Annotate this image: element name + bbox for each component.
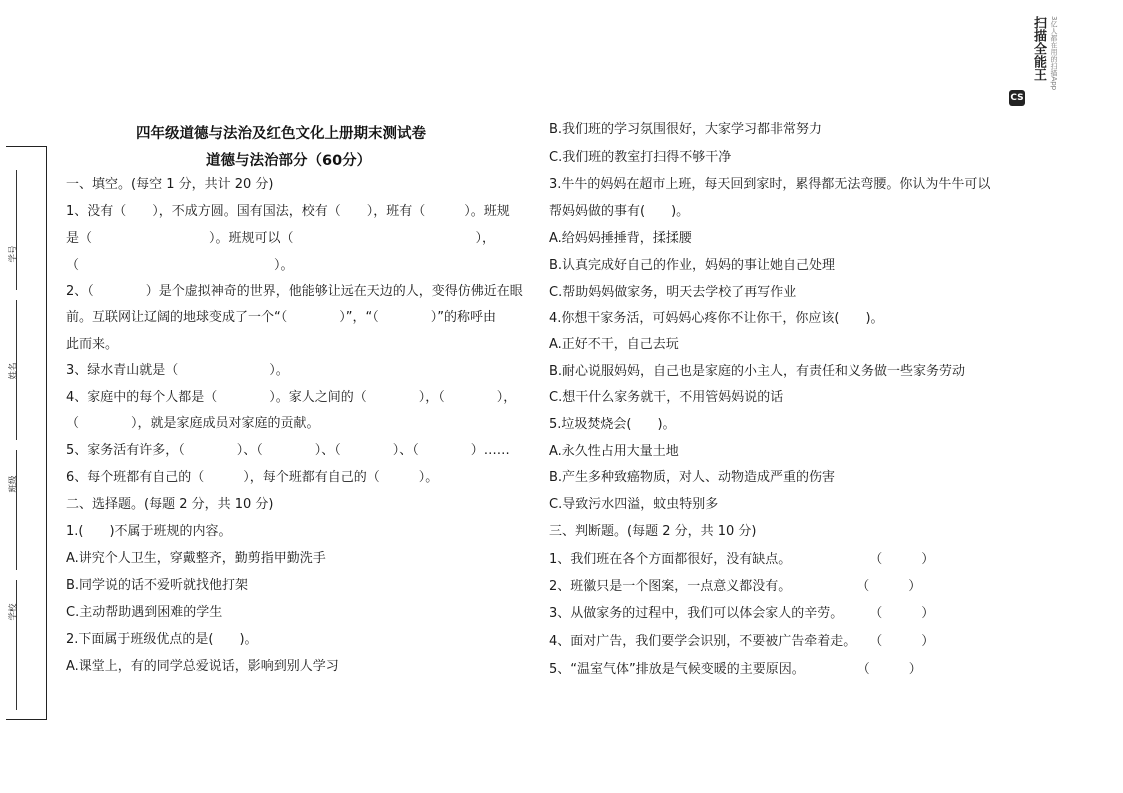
text-line: 2.下面属于班级优点的是( )。 [66,632,258,647]
text-line: 4、面对广告，我们要学会识别，不要被广告牵着走。 （ ） [549,634,935,649]
text-line: C.帮助妈妈做家务，明天去学校了再写作业 [549,285,797,300]
text-line: 6、每个班都有自己的（ ），每个班都有自己的（ ）。 [66,470,439,485]
text-line: 2、（ ）是个虚拟神奇的世界，他能够让远在天边的人，变得仿佛近在眼 [66,284,523,299]
text-line: 4、家庭中的每个人都是（ ）。家人之间的（ ），（ ）， [66,390,517,405]
text-line: C.导致污水四溢，蚊虫特别多 [549,497,719,512]
exam-title: 四年级道德与法治及红色文化上册期末测试卷 [136,126,426,142]
text-line: 此而来。 [66,337,119,352]
camscanner-logo-icon: CS [1009,90,1025,106]
text-line: 3.牛牛的妈妈在超市上班，每天回到家时，累得都无法弯腰。你认为牛牛可以 [549,177,991,192]
text-line: B.认真完成好自己的作业，妈妈的事让她自己处理 [549,258,836,273]
text-line: C.想干什么家务就干，不用管妈妈说的话 [549,390,784,405]
school-label: 学校 [8,603,19,621]
text-line: 3、从做家务的过程中，我们可以体会家人的辛劳。 （ ） [549,606,935,621]
text-line: B.产生多种致癌物质，对人、动物造成严重的伤害 [549,470,836,485]
text-line: 2、班徽只是一个图案，一点意义都没有。 （ ） [549,579,922,594]
text-line: 1、没有（ ），不成方圆。国有国法，校有（ ），班有（ ）。班规 [66,204,510,219]
text-line: （ ）。 [66,258,294,273]
text-line: 1.( )不属于班规的内容。 [66,524,232,539]
scanner-watermark [1009,16,1095,116]
school-rule [16,580,17,710]
text-line: 5、家务活有许多，（ ）、（ ）、（ ）、（ ）…… [66,443,510,458]
watermark-app-name: 扫描全能王 [1031,16,1046,81]
text-line: 1、我们班在各个方面都很好，没有缺点。 （ ） [549,552,935,567]
text-line: 是（ ）。班规可以（ ）， [66,231,496,246]
text-line: B.同学说的话不爱听就找他打架 [66,578,249,593]
name-label: 姓名 [8,362,19,380]
class-rule [16,450,17,570]
section-subtitle: 道德与法治部分（60分） [206,153,372,169]
text-line: 4.你想干家务活，可妈妈心疼你不让你干，你应该( )。 [549,311,884,326]
text-line: A.永久性占用大量土地 [549,444,679,459]
text-line: A.正好不干，自己去玩 [549,337,679,352]
text-line: B.耐心说服妈妈，自己也是家庭的小主人，有责任和义务做一些家务劳动 [549,364,966,379]
text-line: 一、填空。(每空 1 分，共计 20 分) [66,177,274,192]
text-line: C.主动帮助遇到困难的学生 [66,605,223,620]
watermark-tagline: 3亿人都在用的扫描App [1050,16,1058,91]
text-line: A.讲究个人卫生，穿戴整齐，勤剪指甲勤洗手 [66,551,326,566]
text-line: 三、判断题。(每题 2 分，共 10 分) [549,524,757,539]
text-line: （ ），就是家庭成员对家庭的贡献。 [66,416,320,431]
text-line: 3、绿水青山就是（ ）。 [66,363,289,378]
text-line: A.给妈妈捶捶背，揉揉腰 [549,231,692,246]
text-line: 5、“温室气体”排放是气候变暖的主要原因。 （ ） [549,662,922,677]
student-no-rule [16,170,17,290]
text-line: 二、选择题。(每题 2 分，共 10 分) [66,497,274,512]
text-line: C.我们班的教室打扫得不够干净 [549,150,732,165]
student-no-label: 学号 [8,245,19,263]
text-line: A.课堂上，有的同学总爱说话，影响到别人学习 [66,659,339,674]
text-line: 前。互联网让辽阔的地球变成了一个“（ ）”，“（ ）”的称呼由 [66,310,496,325]
class-label: 班级 [8,475,19,493]
binding-bracket [6,146,47,720]
text-line: 5.垃圾焚烧会( )。 [549,417,676,432]
text-line: 帮妈妈做的事有( )。 [549,204,690,219]
text-line: B.我们班的学习氛围很好，大家学习都非常努力 [549,122,823,137]
